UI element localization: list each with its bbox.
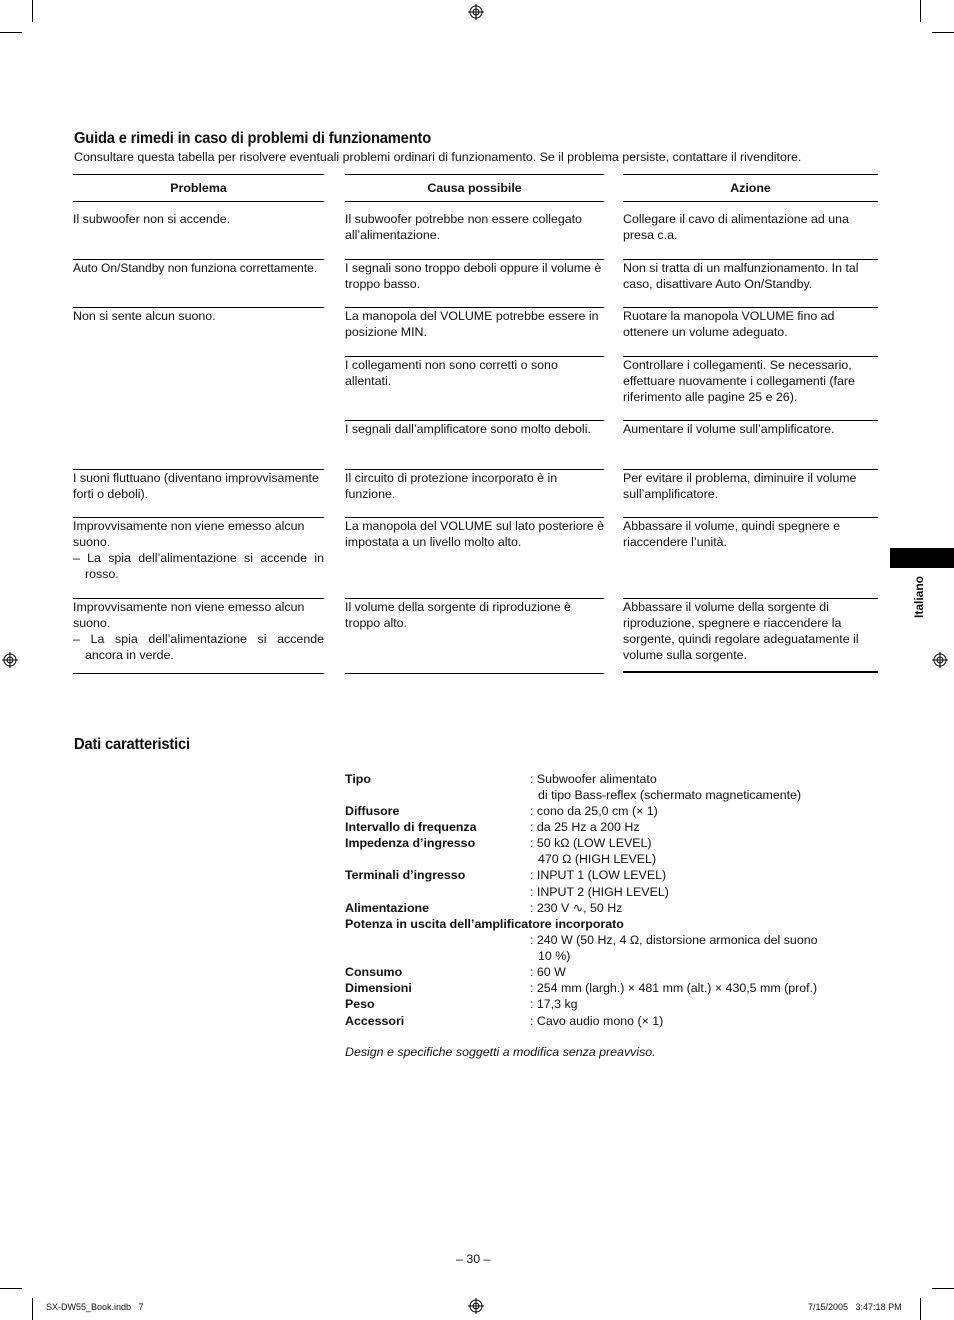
registration-mark-icon bbox=[468, 4, 484, 20]
crop-mark bbox=[32, 0, 33, 22]
cause-cell: I segnali dall’amplificatore sono molto deboli. bbox=[345, 420, 604, 437]
table-header-azione: Azione bbox=[623, 174, 878, 202]
spec-label: Alimentazione bbox=[345, 901, 429, 915]
action-cell: Collegare il cavo di alimentazione ad una presa c.a. bbox=[623, 212, 849, 242]
cause-cell: Il circuito di protezione incorporato è in funzione. bbox=[345, 469, 604, 502]
problem-cell: Non si sente alcun suono. bbox=[73, 307, 324, 324]
spec-value: 10 %) bbox=[538, 949, 571, 963]
crop-mark bbox=[920, 1298, 921, 1320]
action-cell: Aumentare il volume sull’amplificatore. bbox=[623, 420, 878, 437]
language-side-label: Italiano bbox=[912, 575, 926, 618]
spec-value: : da 25 Hz a 200 Hz bbox=[530, 820, 640, 834]
footer-timestamp: 7/15/2005 3:47:18 PM bbox=[808, 1302, 902, 1312]
action-cell: Abbassare il volume della sorgente di riproduzione, spegnere e riaccendere la sorgente, quindi regolare adeguatamente il volume sulla sorgente. bbox=[623, 598, 878, 663]
crop-mark bbox=[32, 1298, 33, 1320]
spec-value: : 50 kΩ (LOW LEVEL) bbox=[530, 836, 652, 850]
registration-mark-icon bbox=[932, 652, 948, 668]
crop-mark bbox=[0, 1288, 22, 1289]
section-title-troubleshooting: Guida e rimedi in caso di problemi di funzionamento bbox=[74, 130, 432, 147]
section-intro: Consultare questa tabella per risolvere eventuali problemi ordinari di funzionamento. Se il problema persiste, contattare il rivenditore. bbox=[74, 150, 802, 164]
footer-file-slug: SX-DW55_Book.indb 7 bbox=[46, 1302, 144, 1312]
spec-value: : cono da 25,0 cm (× 1) bbox=[530, 804, 658, 818]
crop-mark bbox=[932, 32, 954, 33]
spec-disclaimer: Design e specifiche soggetti a modifica senza preavviso. bbox=[345, 1045, 656, 1059]
spec-label: Terminali d’ingresso bbox=[345, 868, 466, 882]
problem-cell: Il subwoofer non si accende. bbox=[73, 212, 231, 226]
spec-label: Dimensioni bbox=[345, 981, 412, 995]
section-title-specifications: Dati caratteristici bbox=[74, 736, 190, 753]
registration-mark-icon bbox=[468, 1298, 484, 1314]
table-bottom-rule bbox=[623, 671, 878, 673]
cause-cell: Il subwoofer potrebbe non essere collegato all’alimentazione. bbox=[345, 212, 582, 242]
problem-cell: I suoni fluttuano (diventano improvvisamente forti o deboli). bbox=[73, 469, 324, 502]
problem-cell: Auto On/Standby non funziona correttamente. bbox=[73, 259, 324, 276]
registration-mark-icon bbox=[2, 652, 18, 668]
cause-cell: Il volume della sorgente di riproduzione è troppo alto. bbox=[345, 598, 604, 631]
language-tab-marker bbox=[890, 548, 954, 568]
cause-cell: La manopola del VOLUME potrebbe essere in posizione MIN. bbox=[345, 307, 604, 340]
spec-label: Potenza in uscita dell’amplificatore incorporato bbox=[345, 917, 624, 931]
spec-value: : 17,3 kg bbox=[530, 997, 578, 1011]
spec-label: Consumo bbox=[345, 965, 403, 979]
crop-mark bbox=[932, 1288, 954, 1289]
spec-value: : Cavo audio mono (× 1) bbox=[530, 1014, 664, 1028]
crop-mark bbox=[920, 0, 921, 22]
spec-value: : 240 W (50 Hz, 4 Ω, distorsione armonica del suono bbox=[530, 933, 818, 947]
spec-value: : 230 V ∿, 50 Hz bbox=[530, 901, 623, 915]
spec-value: : 254 mm (largh.) × 481 mm (alt.) × 430,5 mm (prof.) bbox=[530, 981, 818, 995]
spec-label: Intervallo di frequenza bbox=[345, 820, 477, 834]
problem-note: – La spia dell’alimentazione si accende in rosso. bbox=[73, 551, 324, 581]
spec-label: Peso bbox=[345, 997, 375, 1011]
spec-value: : INPUT 2 (HIGH LEVEL) bbox=[530, 885, 669, 899]
spec-label: Accessori bbox=[345, 1014, 405, 1028]
problem-text: Improvvisamente non viene emesso alcun suono. bbox=[73, 600, 305, 630]
page-number: – 30 – bbox=[456, 1252, 491, 1266]
cause-cell: La manopola del VOLUME sul lato posteriore è impostata a un livello molto alto. bbox=[345, 519, 604, 549]
action-cell: Controllare i collegamenti. Se necessario, effettuare nuovamente i collegamenti (fare riferimento alle pagine 25 e 26). bbox=[623, 356, 878, 405]
crop-mark bbox=[0, 32, 22, 33]
spec-label: Tipo bbox=[345, 772, 371, 786]
spec-value: : Subwoofer alimentato bbox=[530, 772, 657, 786]
action-cell: Per evitare il problema, diminuire il volume sull’amplificatore. bbox=[623, 469, 878, 502]
problem-text: Improvvisamente non viene emesso alcun suono. bbox=[73, 519, 305, 549]
spec-value: di tipo Bass-reflex (schermato magneticamente) bbox=[538, 788, 802, 802]
problem-cell bbox=[73, 517, 324, 582]
table-header-problema: Problema bbox=[73, 174, 324, 202]
cause-cell: I collegamenti non sono corretti o sono allentati. bbox=[345, 356, 604, 389]
spec-label: Diffusore bbox=[345, 804, 400, 818]
cause-cell: I segnali sono troppo deboli oppure il volume è troppo basso. bbox=[345, 259, 604, 292]
spec-value: : 60 W bbox=[530, 965, 566, 979]
action-cell: Abbassare il volume, quindi spegnere e riaccendere l’unità. bbox=[623, 517, 878, 550]
problem-note: – La spia dell’alimentazione si accende ancora in verde. bbox=[73, 632, 324, 662]
action-cell: Ruotare la manopola VOLUME fino ad ottenere un volume adeguato. bbox=[623, 307, 878, 340]
spec-label: Impedenza d’ingresso bbox=[345, 836, 476, 850]
action-cell: Non si tratta di un malfunzionamento. In tal caso, disattivare Auto On/Standby. bbox=[623, 259, 878, 292]
table-bottom-rule bbox=[345, 673, 604, 674]
problem-cell bbox=[73, 598, 324, 663]
spec-value: : INPUT 1 (LOW LEVEL) bbox=[530, 868, 667, 882]
table-header-causa: Causa possibile bbox=[345, 174, 604, 202]
spec-value: 470 Ω (HIGH LEVEL) bbox=[538, 852, 657, 866]
table-bottom-rule bbox=[73, 673, 324, 674]
